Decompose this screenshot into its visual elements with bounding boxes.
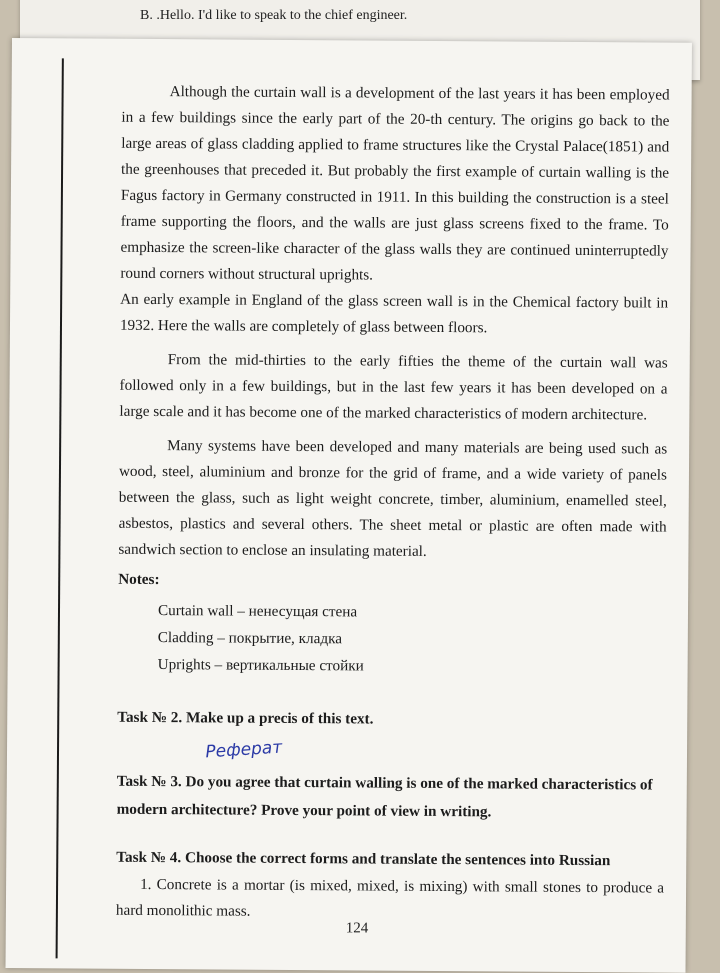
task-3: Task № 3. Do you agree that curtain walling is one of the marked characteristics of modern architecture? Prove your point of view in writing. [116, 772, 653, 821]
paragraph-4: Many systems have been developed and many materials are being used such as wood, steel, aluminium and bronze for the grid of frame, and a wide variety of panels between the glass, such as light weight concrete, timber, aluminium, enamelled steel, asbestos, plastics and several others. The sheet metal or plastic are often made with sandwich section to enclose an insulating material. [118, 437, 668, 560]
margin-line [56, 58, 64, 958]
note-item: Curtain wall – ненесущая стена [157, 602, 358, 621]
note-item: Cladding – покрытие, кладка [157, 629, 343, 648]
document-page [6, 38, 692, 973]
exercise-1: 1. Concrete is a mortar (is mixed, mixed, is mixing) with small stones to produce a hard monolithic mass. [115, 875, 665, 920]
paragraph-2: An early example in England of the glass screen wall is in the Chemical factory built in 1932. Here the walls are completely of glass between floors. [119, 290, 669, 337]
note-item: Uprights – вертикальные стойки [157, 656, 364, 675]
notes-list [118, 597, 667, 682]
paragraph-3: From the mid-thirties to the early fifties the theme of the curtain wall was followed only in a few buildings, but in the last few years it has been developed on a large scale and it has become one of the marked characteristics of modern architecture. [119, 351, 668, 424]
task-4: Task № 4. Choose the correct forms and translate the sentences into Russian [116, 848, 611, 870]
page-number: 124 [345, 920, 369, 937]
handwritten-note: Реферат [204, 737, 283, 763]
notes-title: Notes: [118, 570, 160, 589]
task-2: Task № 2. Make up a precis of this text. [117, 708, 374, 728]
paragraph-1: Although the curtain wall is a development of the last years it has been employed in a few buildings since the early part of the 20-th century. The origins go back to the large areas of glass cladding applied to frame structures like the Crystal Palace(1851) and the greenhouses that preceded it. But probably the first example of curtain walling is the Fagus factory in Germany constructed in 1911. In this building the construction is a steel frame supporting the floors, and the walls are just glass screens fixed to the frame. To emphasize the screen-like character of the glass walls they are continued uninterruptedly round corners without structural uprights. [120, 83, 670, 284]
page-content [116, 79, 670, 928]
back-sheet-line-b: B. .Hello. I'd like to speak to the chief engineer. [140, 8, 408, 23]
